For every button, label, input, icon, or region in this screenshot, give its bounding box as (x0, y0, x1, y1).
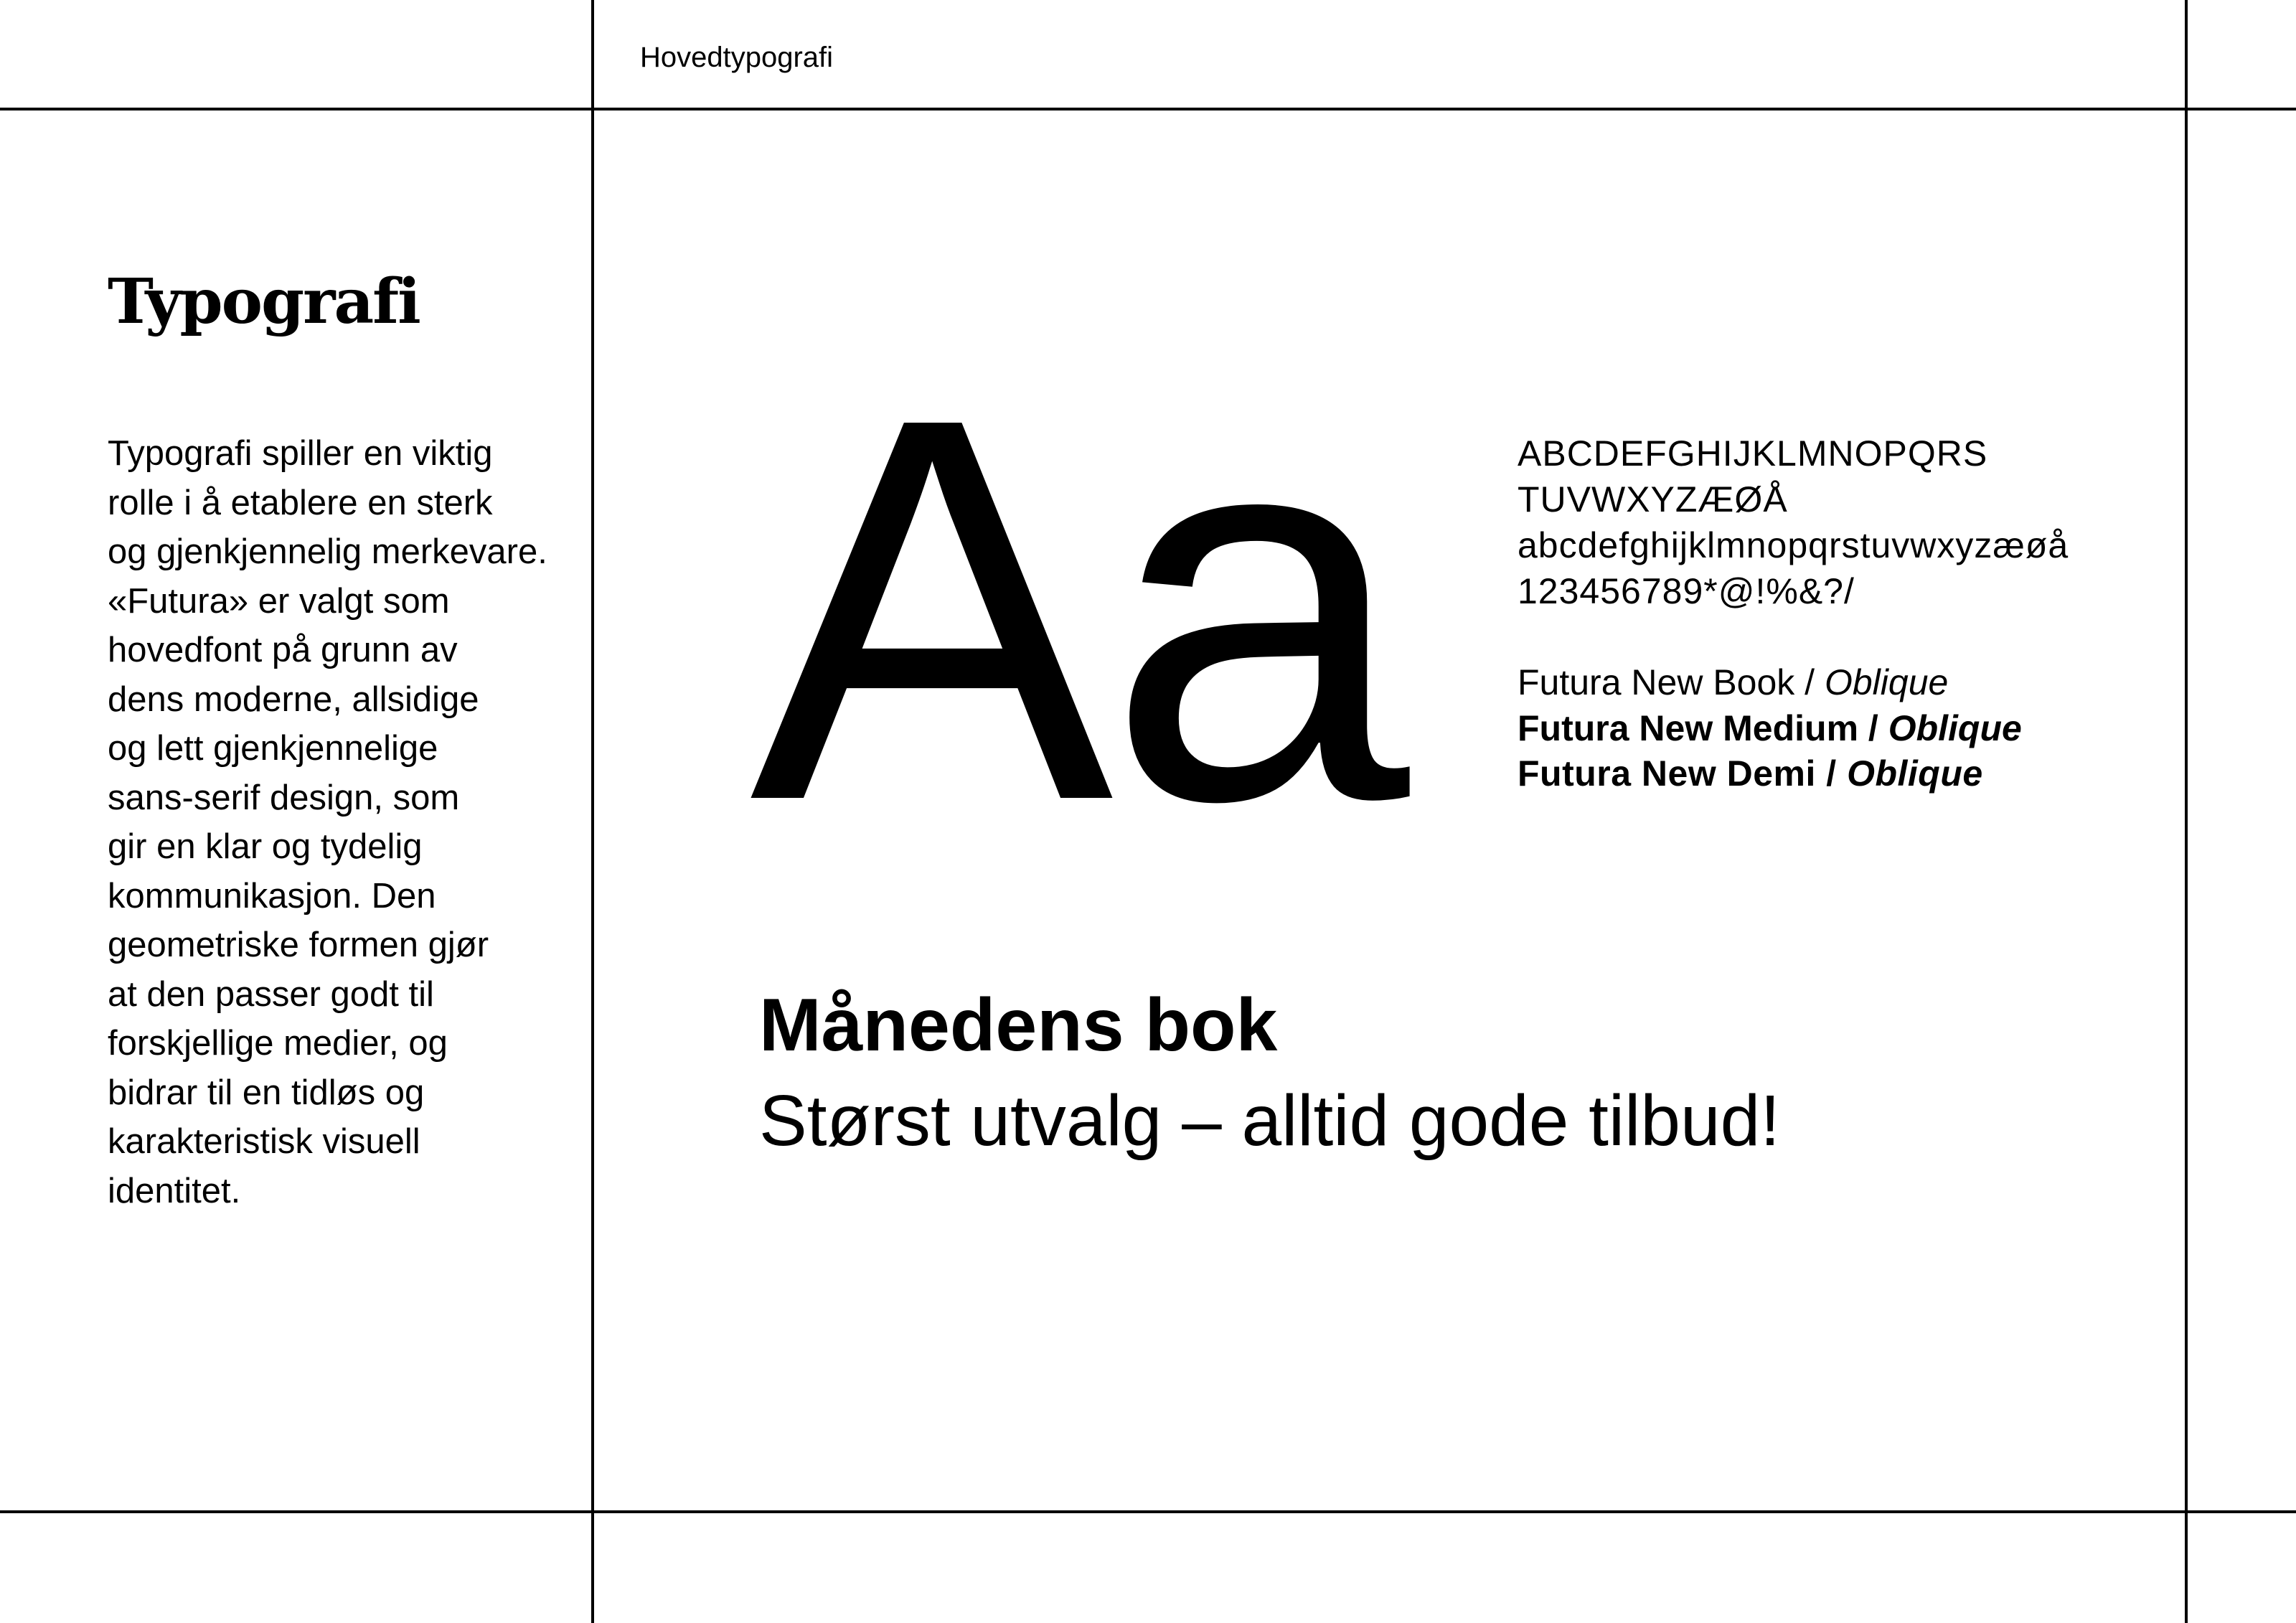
font-weights-list (1518, 660, 2022, 797)
weight-demi (1518, 751, 2022, 797)
weight-medium (1518, 706, 2022, 752)
body-line: hovedfont på grunn av (108, 631, 458, 669)
left-column-rule (591, 0, 594, 1623)
body-line: bidrar til en tidløs og (108, 1073, 425, 1112)
section-header: Hovedtypografi (640, 42, 834, 73)
glyph-line-numbers-symbols: 123456789*@!%&?/ (1518, 571, 1855, 611)
weight-name: Futura New Demi (1518, 753, 1816, 794)
body-line: rolle i å etablere en sterk (108, 483, 493, 522)
glyph-line-lowercase: abcdefghijklmnopqrstuvwxyzæøå (1518, 525, 2069, 565)
body-line: forskjellige medier, og (108, 1024, 448, 1063)
body-line: Typografi spiller en viktig (108, 434, 493, 473)
sample-tagline: Størst utvalg – alltid gode tilbud! (759, 1081, 1780, 1161)
sample-headline: Månedens bok (759, 984, 1278, 1067)
top-rule (0, 108, 2296, 110)
body-line: dens moderne, allsidige (108, 679, 479, 719)
body-line: gir en klar og tydelig (108, 827, 423, 866)
body-line: og gjenkjennelig merkevare. (108, 532, 547, 571)
oblique-label: Oblique (1888, 707, 2022, 748)
glyph-line-uppercase-2: TUVWXYZÆØÅ (1518, 479, 1788, 519)
description-text (108, 429, 552, 1215)
separator: / (1858, 707, 1888, 748)
bottom-rule (0, 1510, 2296, 1513)
oblique-label: Oblique (1824, 662, 1949, 702)
right-column-rule (2185, 0, 2188, 1623)
body-line: kommunikasjon. Den (108, 876, 436, 916)
page-title: Typografi (108, 265, 420, 338)
weight-name: Futura New Book (1518, 662, 1795, 702)
separator: / (1794, 662, 1825, 702)
body-line: at den passer godt til (108, 974, 434, 1014)
body-line: «Futura» er valgt som (108, 581, 450, 621)
weight-book (1518, 660, 2022, 706)
weight-name: Futura New Medium (1518, 707, 1859, 748)
oblique-label: Oblique (1847, 753, 1983, 794)
type-specimen-large: Aa (750, 305, 1403, 914)
body-line: sans-serif design, som (108, 778, 460, 817)
glyph-line-uppercase-1: ABCDEFGHIJKLMNOPQRS (1518, 433, 1988, 474)
glyph-set (1518, 431, 2069, 614)
body-line: og lett gjenkjennelige (108, 729, 438, 768)
separator: / (1815, 753, 1848, 794)
body-line: geometriske formen gjør (108, 926, 489, 964)
body-line: identitet. (108, 1171, 241, 1210)
body-line: karakteristisk visuell (108, 1122, 420, 1161)
